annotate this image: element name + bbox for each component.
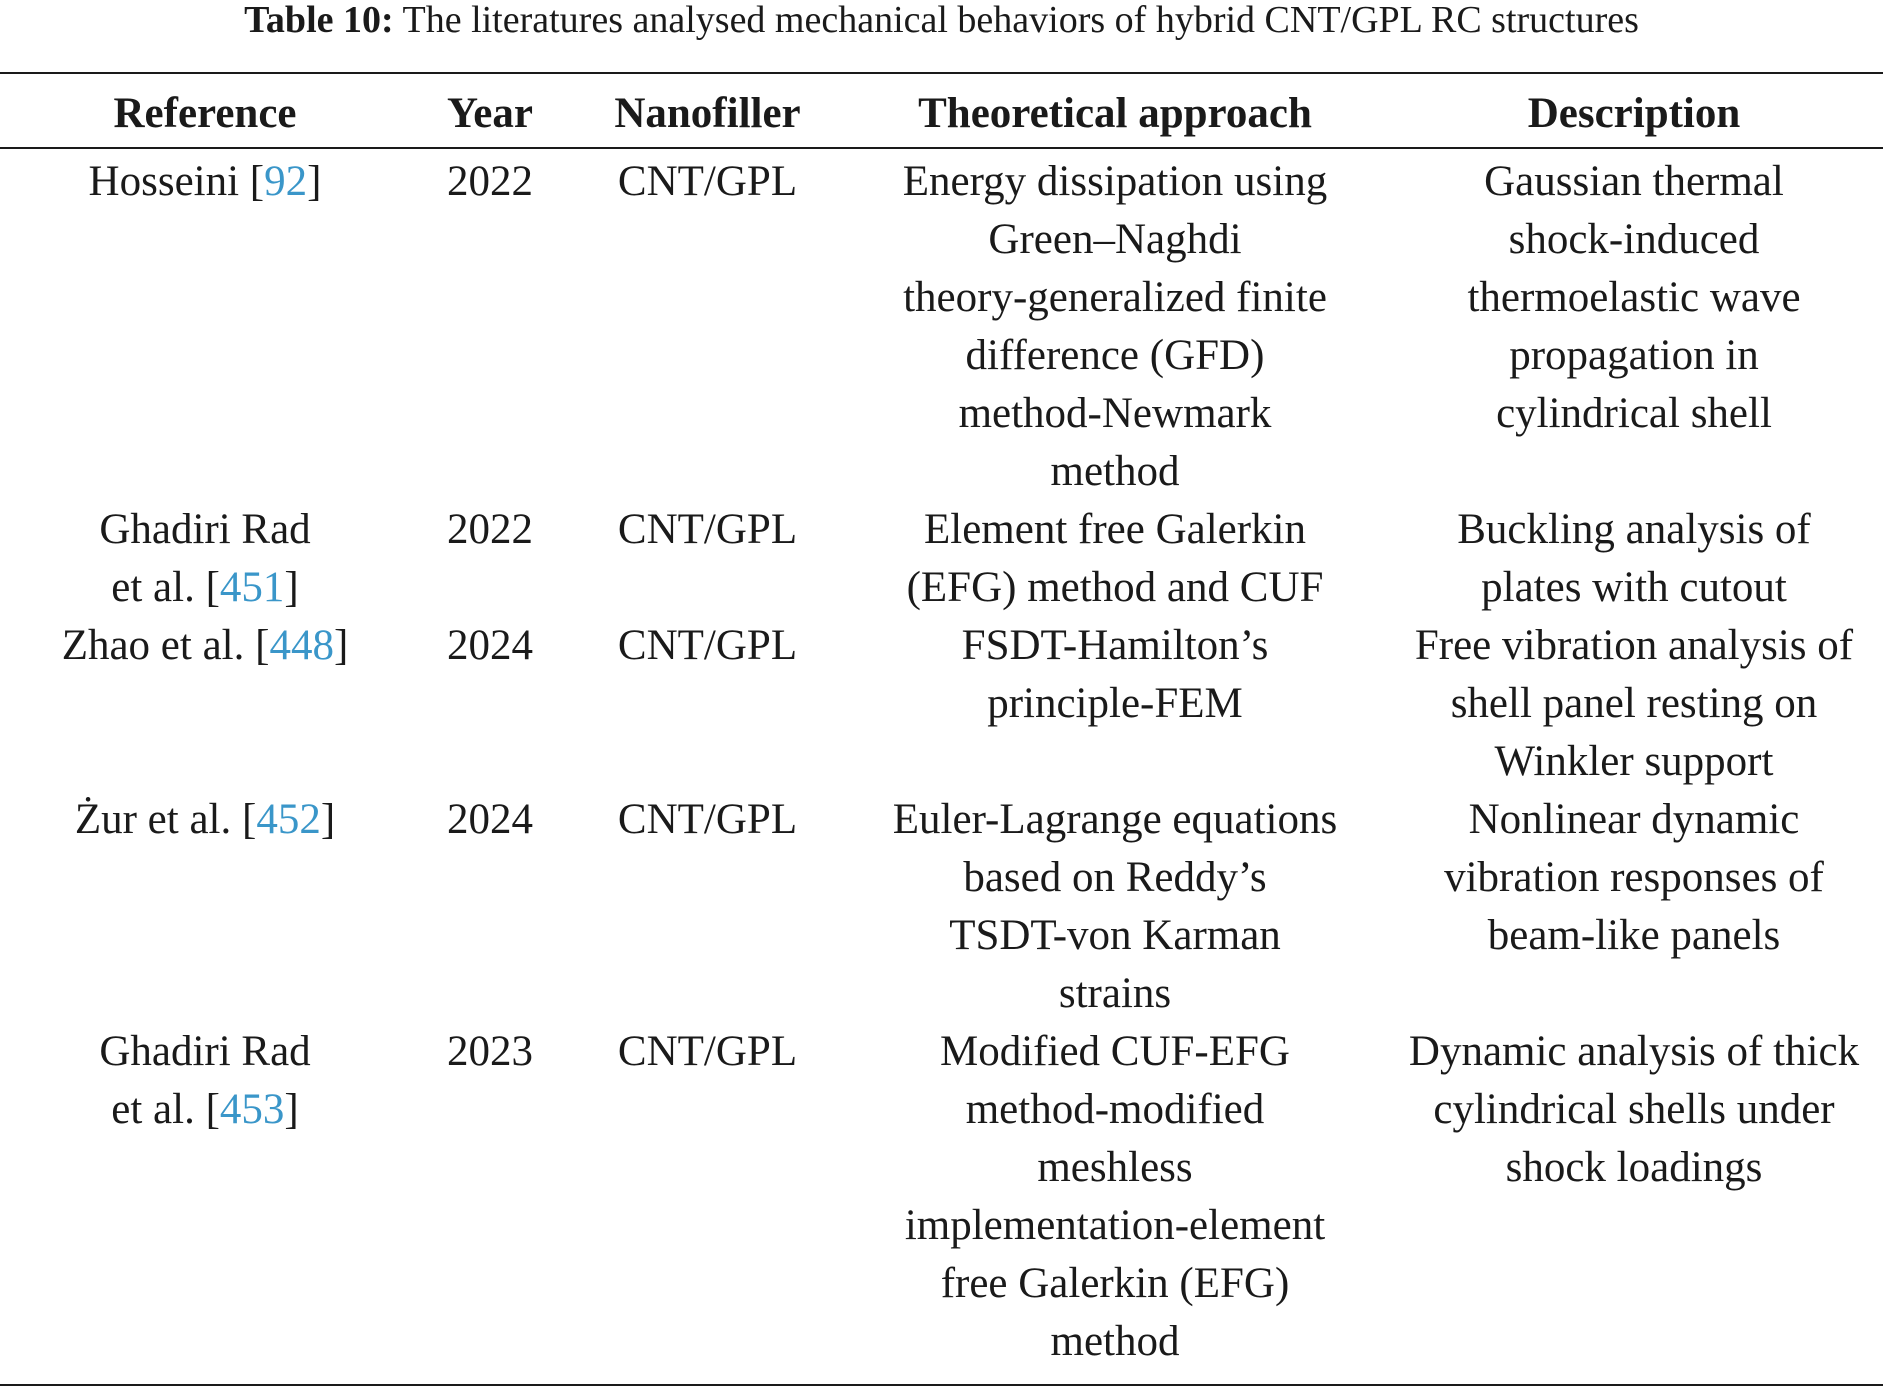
citation-link[interactable]: 453 — [219, 1086, 285, 1133]
reference-cell: Hosseini [92] — [88, 158, 322, 205]
citation-link[interactable]: 452 — [256, 796, 321, 843]
year-cell: 2024 — [447, 796, 533, 843]
nanofiller-cell: CNT/GPL — [617, 796, 798, 843]
description-line: Nonlinear dynamic — [1468, 796, 1800, 843]
table-header-row — [0, 80, 1883, 147]
reference-name: Ghadiri Rad — [99, 506, 311, 553]
approach-line: based on Reddy’s — [963, 854, 1267, 901]
reference-cell: Ghadiri Rad et al. [451] — [0, 501, 410, 617]
description-cell — [1385, 791, 1883, 1023]
nanofiller-cell: CNT/GPL — [617, 622, 798, 669]
reference-name: et al. — [111, 564, 195, 611]
approach-line: method-modified — [965, 1086, 1265, 1133]
table-row — [0, 147, 1883, 501]
description-line: Free vibration analysis of — [1414, 622, 1854, 669]
description-line: Dynamic analysis of thick — [1408, 1028, 1860, 1075]
year-cell: 2022 — [447, 506, 533, 553]
approach-line: TSDT-von Karman — [949, 912, 1281, 959]
citation-link[interactable]: 451 — [219, 564, 285, 611]
bottom-rule — [0, 1384, 1883, 1386]
year-cell: 2022 — [447, 158, 533, 205]
table-caption-text: The literatures analysed mechanical behaviors of hybrid CNT/GPL RC structures — [402, 0, 1639, 41]
reference-name: et al. — [111, 1086, 195, 1133]
description-line: vibration responses of — [1444, 854, 1824, 901]
approach-line: implementation-element — [904, 1202, 1326, 1249]
approach-cell — [845, 617, 1385, 791]
description-line: beam-like panels — [1487, 912, 1781, 959]
table-caption — [0, 0, 1883, 40]
nanofiller-cell: CNT/GPL — [617, 158, 798, 205]
description-line: thermoelastic wave — [1467, 274, 1801, 321]
table-row — [0, 1023, 1883, 1371]
reference-name: Ghadiri Rad — [99, 1028, 311, 1075]
description-line: cylindrical shells under — [1433, 1086, 1835, 1133]
approach-line: method — [1050, 1318, 1180, 1365]
approach-line: Green–Naghdi — [988, 216, 1242, 263]
approach-line: Energy dissipation using — [902, 158, 1328, 205]
reference-cell: Zhao et al. [448] — [61, 622, 349, 669]
nanofiller-cell: CNT/GPL — [617, 506, 798, 553]
col-header-year: Year — [447, 90, 533, 137]
col-header-approach: Theoretical approach — [918, 90, 1312, 137]
reference-cell: Żur et al. [452] — [74, 796, 336, 843]
approach-line: theory-generalized finite — [903, 274, 1327, 321]
year-cell: 2024 — [447, 622, 533, 669]
approach-line: difference (GFD) — [965, 332, 1265, 379]
table-row — [0, 617, 1883, 791]
table-caption-label: Table 10: — [244, 0, 394, 41]
approach-line: Euler-Lagrange equations — [892, 796, 1338, 843]
description-line: Gaussian thermal — [1484, 158, 1784, 205]
col-header-nanofiller: Nanofiller — [614, 90, 801, 137]
citation-link[interactable]: 448 — [269, 622, 334, 669]
col-header-description: Description — [1527, 90, 1741, 137]
reference-cell: Ghadiri Rad et al. [453] — [0, 1023, 410, 1371]
description-cell — [1385, 1023, 1883, 1371]
year-cell: 2023 — [447, 1028, 533, 1075]
approach-line: method — [1050, 448, 1180, 495]
literature-table — [0, 80, 1883, 1371]
top-rule — [0, 72, 1883, 74]
reference-name: Zhao et al. — [61, 622, 245, 669]
col-header-reference: Reference — [113, 90, 297, 137]
description-cell — [1385, 501, 1883, 617]
nanofiller-cell: CNT/GPL — [617, 1028, 798, 1075]
approach-line: free Galerkin (EFG) — [940, 1260, 1290, 1307]
approach-line: Element free Galerkin — [923, 506, 1307, 553]
reference-name: Żur et al. — [74, 796, 232, 843]
approach-line: FSDT-Hamilton’s — [961, 622, 1269, 669]
description-line: propagation in — [1509, 332, 1759, 379]
reference-name: Hosseini — [88, 158, 240, 205]
description-line: shell panel resting on — [1450, 680, 1818, 727]
approach-line: Modified CUF-EFG — [940, 1028, 1290, 1075]
table-row — [0, 791, 1883, 1023]
description-cell — [1385, 147, 1883, 501]
approach-cell — [845, 791, 1385, 1023]
approach-line: (EFG) method and CUF — [906, 564, 1324, 611]
approach-cell — [845, 1023, 1385, 1371]
approach-cell — [845, 147, 1385, 501]
description-line: shock-induced — [1508, 216, 1760, 263]
approach-line: principle-FEM — [987, 680, 1243, 727]
description-line: plates with cutout — [1481, 564, 1787, 611]
approach-cell — [845, 501, 1385, 617]
table-row — [0, 501, 1883, 617]
description-line: cylindrical shell — [1496, 390, 1772, 437]
description-line: shock loadings — [1505, 1144, 1763, 1191]
approach-line: meshless — [1037, 1144, 1193, 1191]
citation-link[interactable]: 92 — [264, 158, 308, 205]
approach-line: method-Newmark — [958, 390, 1272, 437]
description-cell — [1385, 617, 1883, 791]
description-line: Winkler support — [1494, 738, 1774, 785]
approach-line: strains — [1058, 970, 1172, 1017]
description-line: Buckling analysis of — [1457, 506, 1811, 553]
